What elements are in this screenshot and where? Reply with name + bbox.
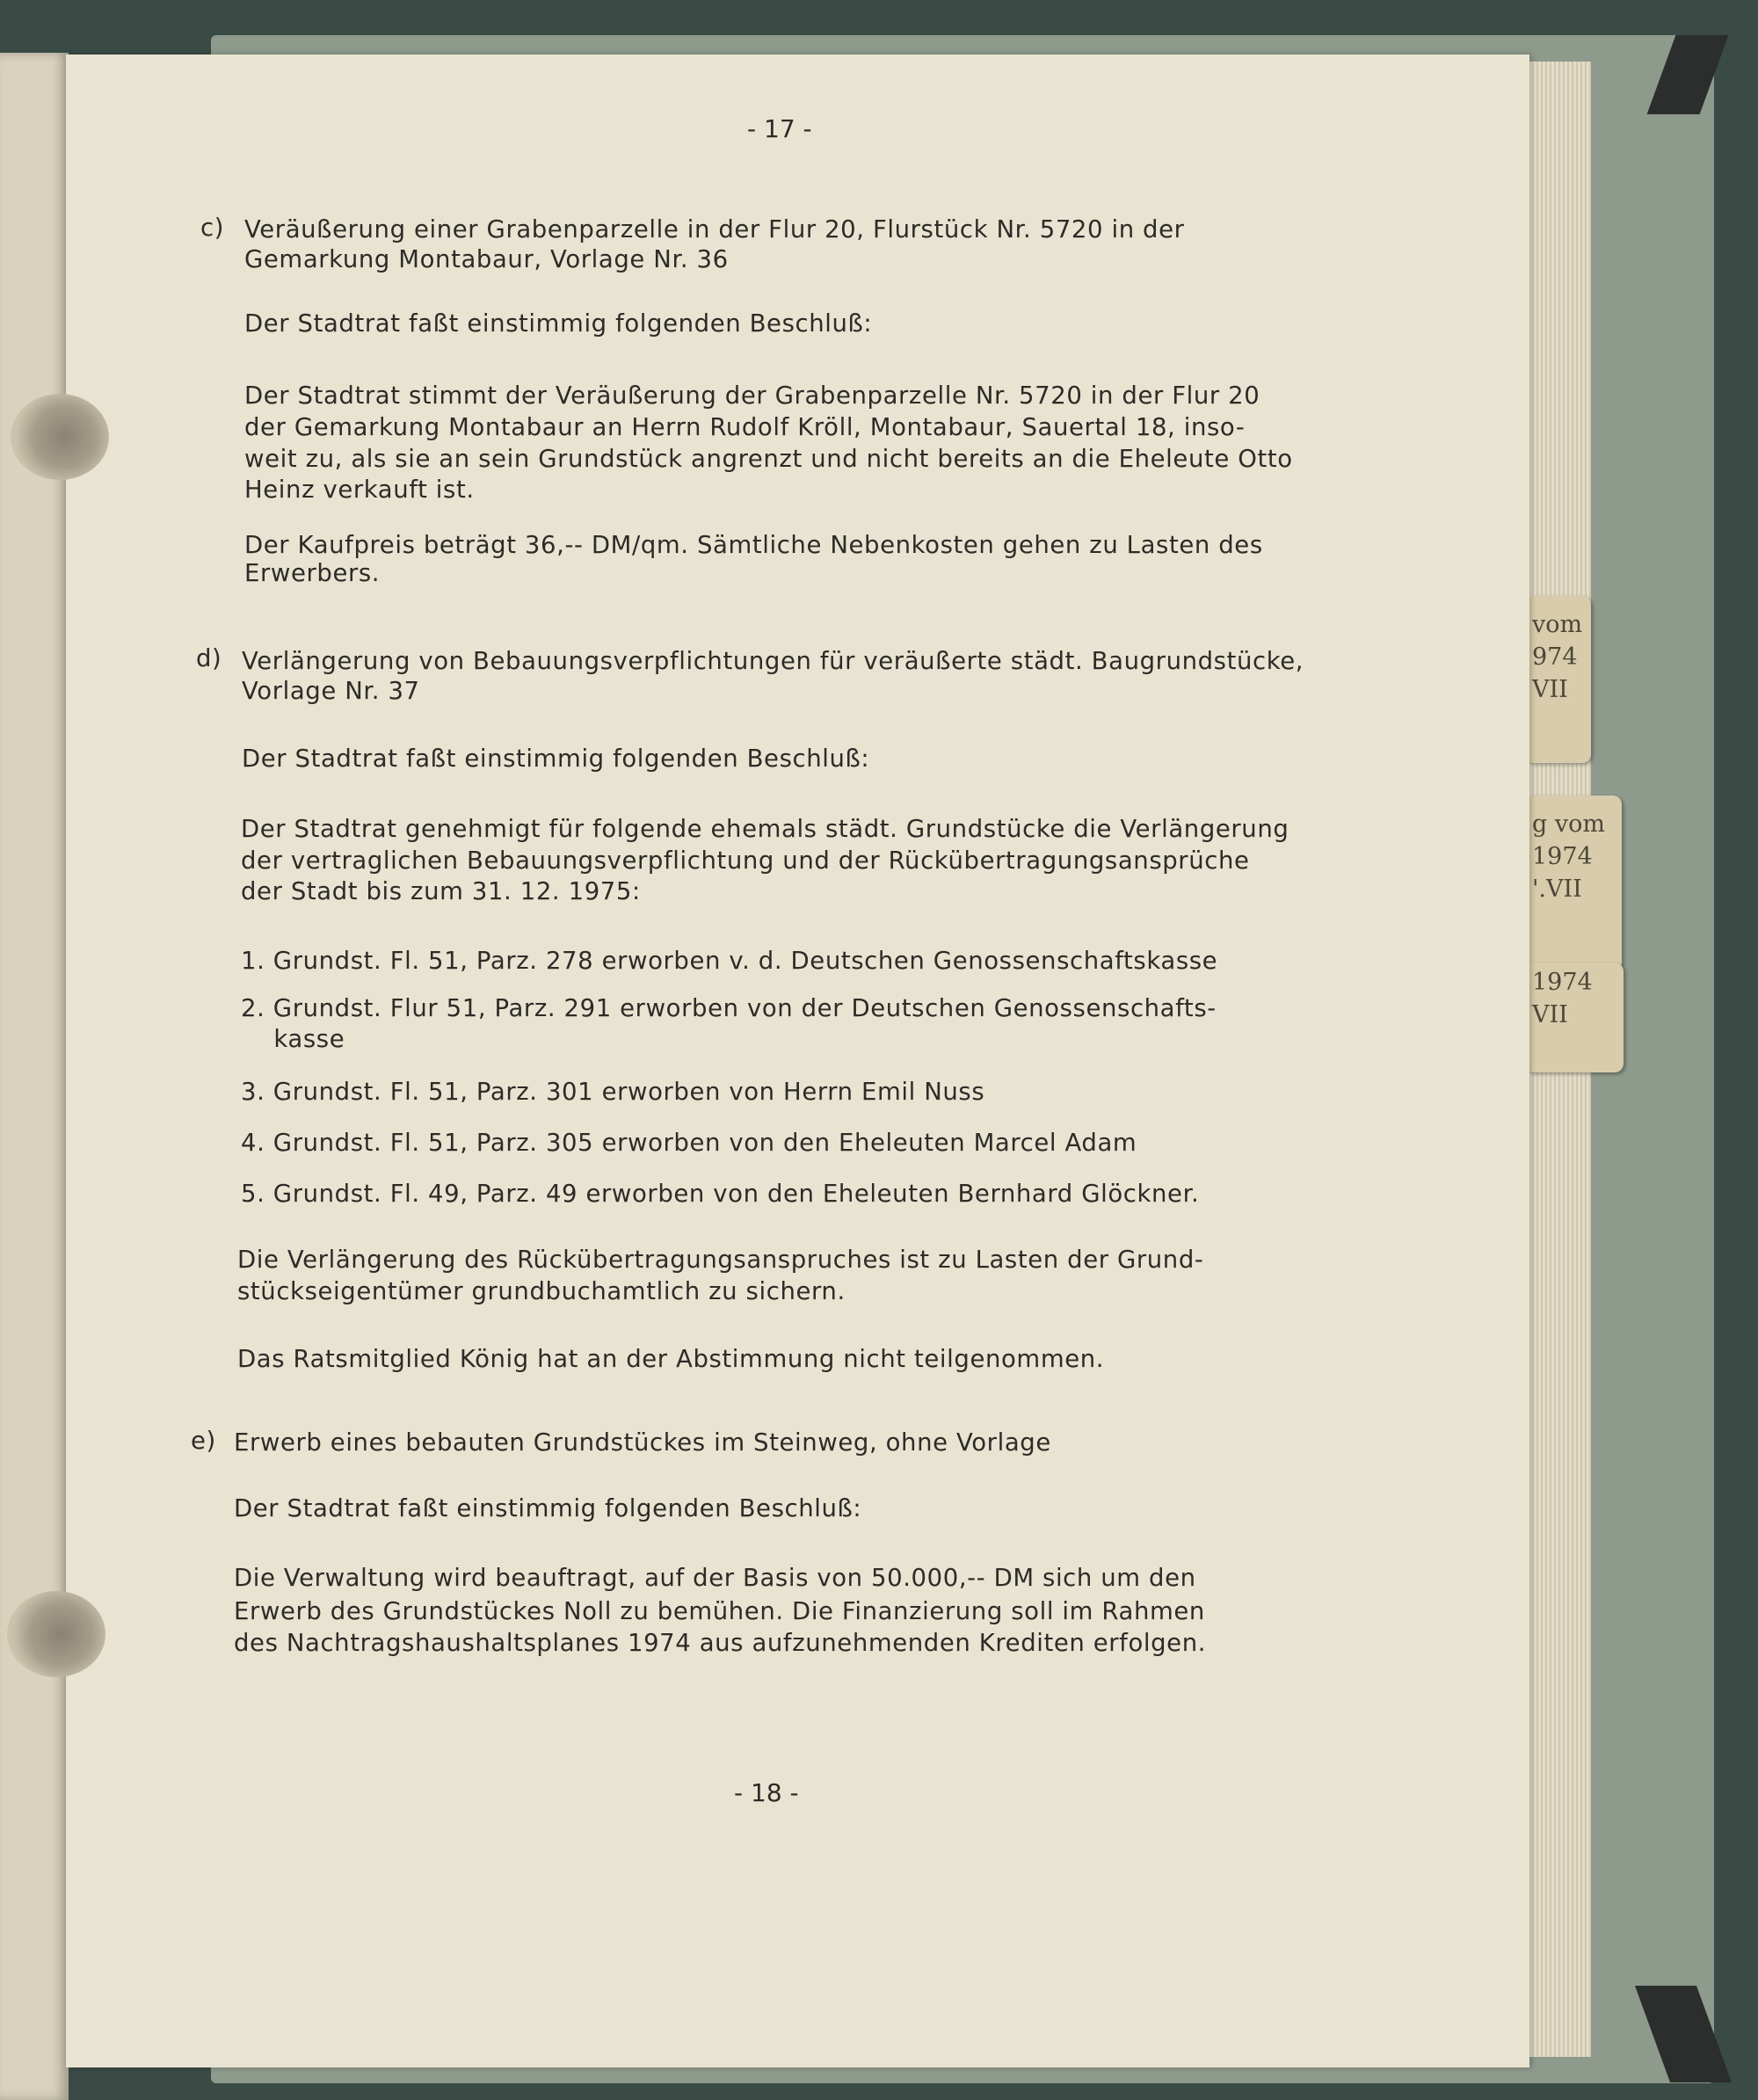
section-c-body-line-2: der Gemarkung Montabaur an Herrn Rudolf Kröll, Montabaur, Sauertal 18, inso- xyxy=(244,413,1246,441)
section-c-price-line-1: Der Kaufpreis beträgt 36,-- DM/qm. Sämtliche Nebenkosten gehen zu Lasten des xyxy=(244,531,1263,559)
page-number-bottom: - 18 - xyxy=(734,1778,799,1807)
tab-1-line-3: VII xyxy=(1532,676,1568,703)
index-tab-3[interactable] xyxy=(1525,963,1624,1072)
section-d-resolution-intro: Der Stadtrat faßt einstimmig folgenden Beschluß: xyxy=(242,745,870,773)
list-item-1: 1. Grundst. Fl. 51, Parz. 278 erworben v. d. Deutschen Genossenschaftskasse xyxy=(241,947,1218,975)
section-c-heading-line-2: Gemarkung Montabaur, Vorlage Nr. 36 xyxy=(244,245,729,273)
tab-2-line-1: g vom xyxy=(1532,810,1605,838)
section-c-resolution-intro: Der Stadtrat faßt einstimmig folgenden Beschluß: xyxy=(244,309,873,338)
list-item-2-line-1: 2. Grundst. Flur 51, Parz. 291 erworben von der Deutschen Genossenschafts- xyxy=(241,994,1217,1022)
left-page-edge xyxy=(0,53,69,2100)
index-tab-1[interactable] xyxy=(1525,596,1591,763)
tab-2-line-3: '.VII xyxy=(1532,876,1582,903)
list-item-5: 5. Grundst. Fl. 49, Parz. 49 erworben von den Eheleuten Bernhard Glöckner. xyxy=(241,1180,1200,1208)
tab-1-line-2: 974 xyxy=(1532,643,1578,671)
tab-3-line-2: VII xyxy=(1532,1001,1568,1028)
section-d-body-line-1: Der Stadtrat genehmigt für folgende ehemals städt. Grundstücke die Verlängerung xyxy=(241,815,1289,843)
section-c-price-line-2: Erwerbers. xyxy=(244,559,381,587)
section-e-body-line-3: des Nachtragshaushaltsplanes 1974 aus aufzunehmenden Krediten erfolgen. xyxy=(234,1629,1207,1657)
section-d-body-line-3: der Stadt bis zum 31. 12. 1975: xyxy=(241,877,641,905)
punch-hole-bottom xyxy=(7,1591,105,1677)
tab-3-line-1: 1974 xyxy=(1532,969,1593,996)
section-d-note2: Das Ratsmitglied König hat an der Abstimmung nicht teilgenommen. xyxy=(237,1345,1105,1373)
section-d-note1-line-1: Die Verlängerung des Rückübertragungsanspruches ist zu Lasten der Grund- xyxy=(237,1246,1204,1274)
section-c-body-line-3: weit zu, als sie an sein Grundstück angrenzt und nicht bereits an die Eheleute Otto xyxy=(244,445,1293,473)
section-c-marker: c) xyxy=(200,214,225,242)
section-c-heading-line-1: Veräußerung einer Grabenparzelle in der Flur 20, Flurstück Nr. 5720 in der xyxy=(244,215,1185,243)
list-item-3: 3. Grundst. Fl. 51, Parz. 301 erworben von Herrn Emil Nuss xyxy=(241,1078,985,1106)
index-tab-2[interactable] xyxy=(1525,796,1622,971)
page-number-top: - 17 - xyxy=(747,114,812,143)
section-e-body-line-2: Erwerb des Grundstückes Noll zu bemühen. Die Finanzierung soll im Rahmen xyxy=(234,1597,1205,1625)
section-d-body-line-2: der vertraglichen Bebauungsverpflichtung und der Rückübertragungsansprüche xyxy=(241,847,1250,875)
section-d-heading-line-2: Vorlage Nr. 37 xyxy=(242,677,420,705)
section-e-resolution-intro: Der Stadtrat faßt einstimmig folgenden Beschluß: xyxy=(234,1494,862,1522)
section-d-marker: d) xyxy=(196,644,222,672)
section-d-heading-line-1: Verlängerung von Bebauungsverpflichtungen für veräußerte städt. Baugrundstücke, xyxy=(242,647,1304,675)
list-item-2-line-2: kasse xyxy=(241,1025,345,1053)
tab-2-line-2: 1974 xyxy=(1532,843,1593,870)
section-e-marker: e) xyxy=(191,1427,216,1455)
document-page xyxy=(66,54,1529,2067)
list-item-4: 4. Grundst. Fl. 51, Parz. 305 erworben von den Eheleuten Marcel Adam xyxy=(241,1129,1137,1157)
section-e-body-line-1: Die Verwaltung wird beauftragt, auf der Basis von 50.000,-- DM sich um den xyxy=(234,1564,1196,1592)
section-e-heading: Erwerb eines bebauten Grundstückes im Steinweg, ohne Vorlage xyxy=(234,1428,1051,1457)
tab-1-line-1: vom xyxy=(1532,611,1583,638)
section-d-note1-line-2: stückseigentümer grundbuchamtlich zu sichern. xyxy=(237,1277,846,1305)
punch-hole-top xyxy=(11,394,109,480)
section-c-body-line-4: Heinz verkauft ist. xyxy=(244,476,475,504)
section-c-body-line-1: Der Stadtrat stimmt der Veräußerung der Grabenparzelle Nr. 5720 in der Flur 20 xyxy=(244,381,1260,410)
